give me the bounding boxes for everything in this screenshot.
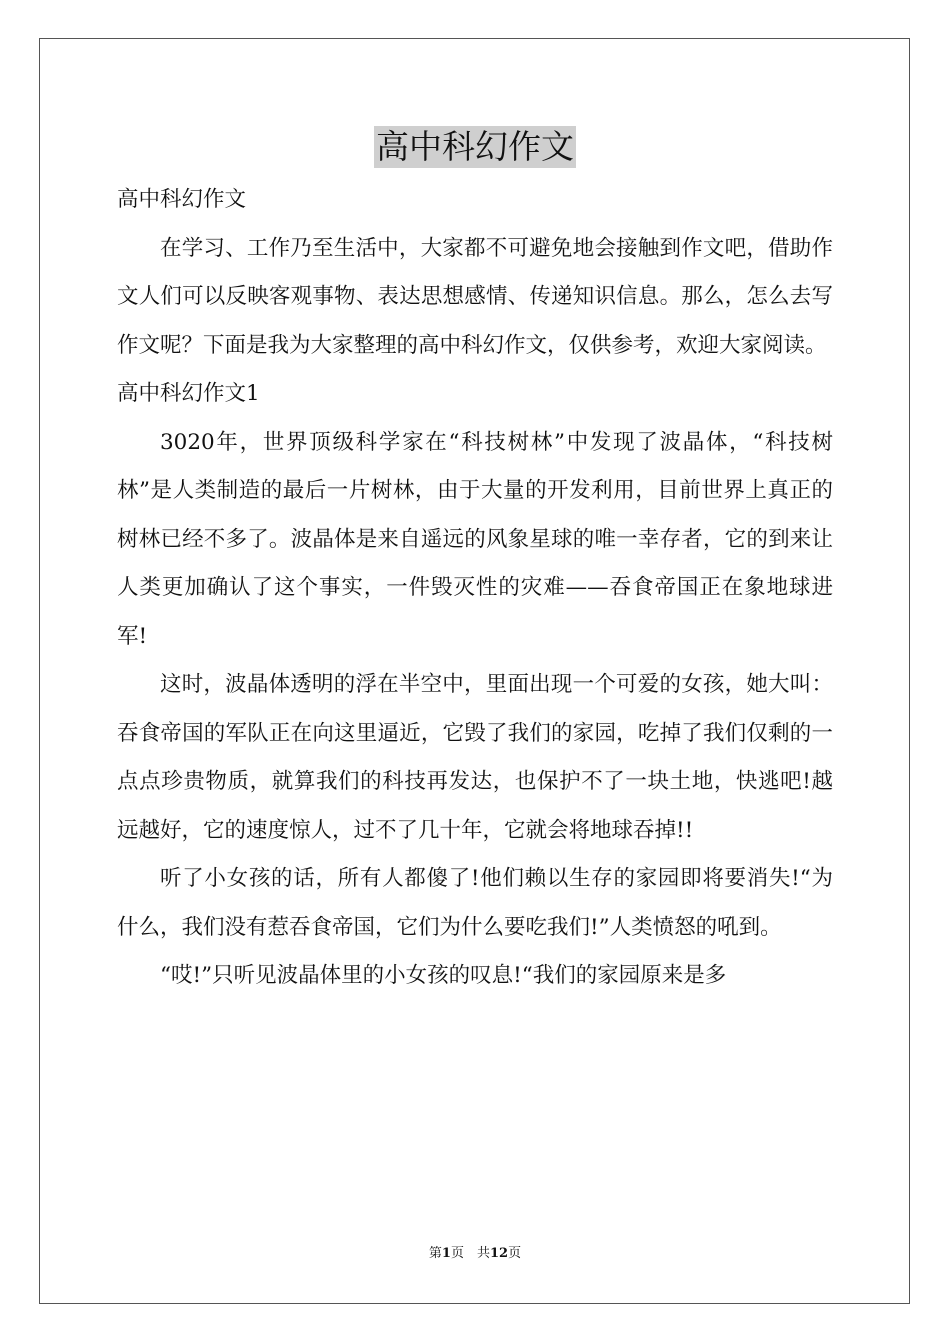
section-heading: 高中科幻作文 bbox=[117, 187, 247, 212]
section-heading: 高中科幻作文1 bbox=[117, 381, 260, 406]
body-paragraph: 这时，波晶体透明的浮在半空中，里面出现一个可爱的女孩，她大叫：吞食帝国的军队正在向这里逼近，它毁了我们的家园，吃掉了我们仅剩的一点点珍贵物质，就算我们的科技再发达，也保护不了一块土地，快逃吧!越远越好，它的速度惊人，过不了几十年，它就会将地球吞掉!! bbox=[117, 672, 833, 843]
footer-prefix: 第 bbox=[428, 1246, 442, 1261]
title-container bbox=[0, 126, 950, 168]
page-footer bbox=[0, 1245, 950, 1263]
footer-suffix: 页 bbox=[508, 1246, 522, 1261]
footer-middle: 页 共 bbox=[450, 1246, 490, 1261]
document-body bbox=[117, 176, 833, 1001]
document-title: 高中科幻作文 bbox=[376, 127, 574, 166]
footer-total-pages: 12 bbox=[489, 1246, 509, 1261]
body-paragraph: 3020年，世界顶级科学家在“科技树林”中发现了波晶体，“科技树林”是人类制造的最后一片树林，由于大量的开发利用，目前世界上真正的树林已经不多了。波晶体是来自遥远的风象星球的唯一幸存者，它的到来让人类更加确认了这个事实，一件毁灭性的灾难——吞食帝国正在象地球进军! bbox=[117, 429, 833, 649]
body-paragraph: 在学习、工作乃至生活中，大家都不可避免地会接触到作文吧，借助作文人们可以反映客观事物、表达思想感情、传递知识信息。那么，怎么去写作文呢？下面是我为大家整理的高中科幻作文，仅供参考，欢迎大家阅读。 bbox=[117, 235, 833, 358]
footer-page-number: 1 bbox=[441, 1246, 451, 1261]
body-paragraph: 听了小女孩的话，所有人都傻了!他们赖以生存的家园即将要消失!“为什么，我们没有惹吞食帝国，它们为什么要吃我们!”人类愤怒的吼到。 bbox=[117, 866, 833, 940]
body-paragraph: “哎!”只听见波晶体里的小女孩的叹息!“我们的家园原来是多 bbox=[160, 963, 727, 988]
